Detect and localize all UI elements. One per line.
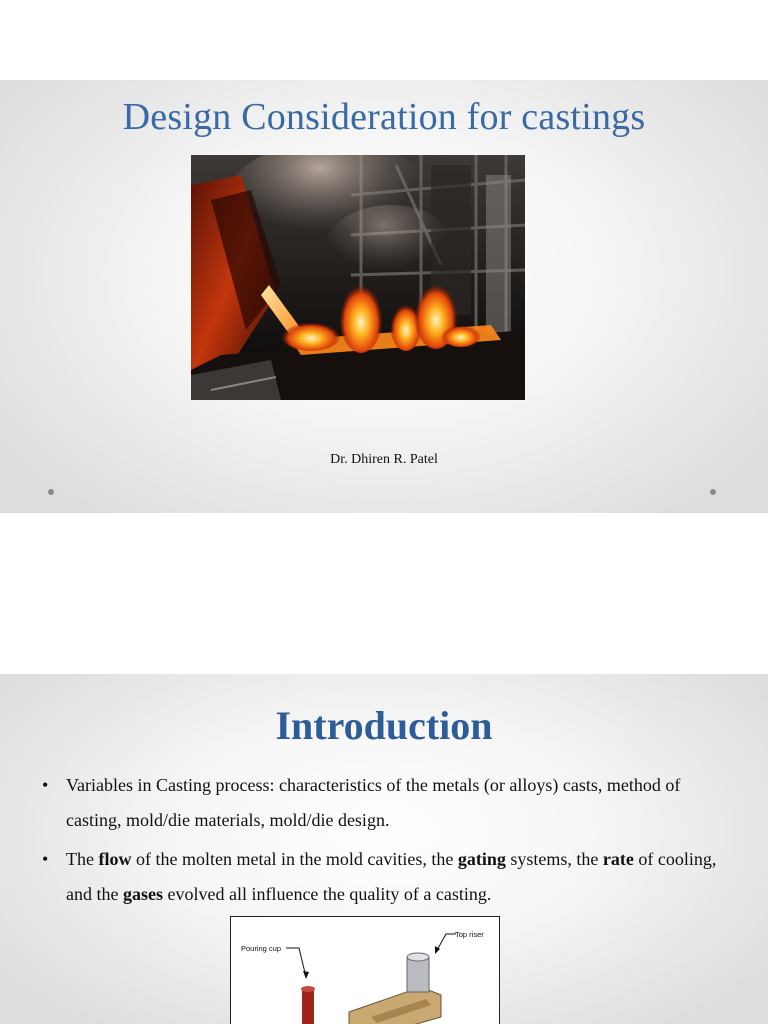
foundry-photo: [191, 155, 525, 400]
bullet-text: of cooling, and the: [66, 849, 717, 904]
bold-term: flow: [98, 849, 132, 869]
bullet-marker: •: [42, 775, 49, 795]
bullet-text: systems, the: [505, 849, 603, 869]
decorative-dot: [48, 489, 54, 495]
bullet-item: [40, 842, 730, 912]
bullet-item: [40, 768, 730, 838]
casting-diagram: [230, 916, 500, 1024]
pouring-cup-label: Pouring cup: [241, 944, 282, 953]
author-name: Dr. Dhiren R. Patel: [330, 452, 438, 467]
bold-term: gating: [457, 849, 506, 869]
title-slide: [0, 80, 768, 513]
bullet-marker: •: [42, 849, 49, 869]
bullet-text: evolved all influence the quality of a casting.: [162, 884, 492, 904]
bullet-list: [40, 768, 730, 916]
bullet-text: The: [66, 849, 99, 869]
introduction-slide: [0, 674, 768, 1024]
top-riser-label: Top riser: [455, 930, 484, 939]
slide-title: Introduction: [275, 703, 493, 748]
decorative-dot: [710, 489, 716, 495]
bullet-text: Variables in Casting process: characteristics of the metals (or alloys) casts, method of casting, mold/die materials, mold/die design.: [66, 775, 681, 830]
bullet-text: of the molten metal in the mold cavities, the: [131, 849, 458, 869]
slide-title: Design Consideration for castings: [122, 96, 646, 138]
bold-term: gases: [122, 884, 163, 904]
bold-term: rate: [602, 849, 634, 869]
